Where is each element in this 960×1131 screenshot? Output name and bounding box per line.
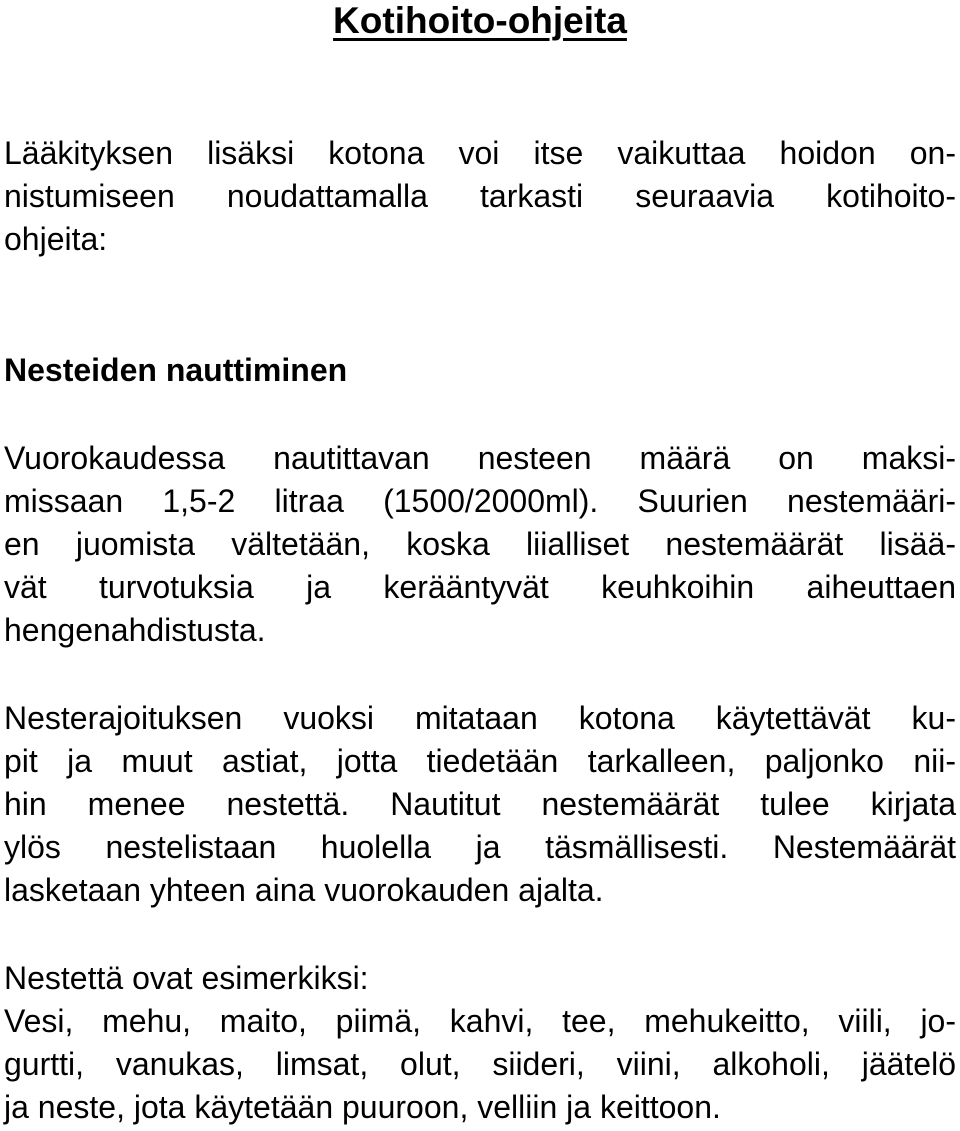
paragraph2-line-5: lasketaan yhteen aina vuorokauden ajalta. <box>4 872 604 908</box>
paragraph1-line-2: missaan 1,5-2 litraa (1500/2000ml). Suurien nestemääri- <box>4 483 956 519</box>
paragraph1-line-5: hengenahdistusta. <box>4 612 266 648</box>
paragraph1-line-4: vät turvotuksia ja kerääntyvät keuhkoihin aiheuttaen <box>4 569 956 605</box>
paragraph2-line-4: ylös nestelistaan huolella ja täsmällisesti. Nestemäärät <box>4 829 956 865</box>
paragraph2-line-3: hin menee nestettä. Nautitut nestemäärät tulee kirjata <box>4 786 956 822</box>
section-heading: Nesteiden nauttiminen <box>4 352 348 388</box>
examples-line-1: Vesi, mehu, maito, piimä, kahvi, tee, mehukeitto, viili, jo- <box>4 1003 956 1039</box>
paragraph2-line-1: Nesterajoituksen vuoksi mitataan kotona käytettävät ku- <box>4 700 956 736</box>
examples-line-2: gurtti, vanukas, limsat, olut, siideri, viini, alkoholi, jäätelö <box>4 1046 956 1082</box>
paragraph2-line-2: pit ja muut astiat, jotta tiedetään tarkalleen, paljonko nii- <box>4 743 956 779</box>
paragraph1-line-3: en juomista vältetään, koska liialliset nestemäärät lisää- <box>4 526 956 562</box>
paragraph1-line-1: Vuorokaudessa nautittavan nesteen määrä on maksi- <box>4 440 956 476</box>
intro-line-3: ohjeita: <box>4 221 108 257</box>
examples-line-3: ja neste, jota käytetään puuroon, velliin ja keittoon. <box>4 1089 721 1125</box>
page-title: Kotihoito-ohjeita <box>333 0 627 41</box>
intro-line-1: Lääkityksen lisäksi kotona voi itse vaikuttaa hoidon on- <box>4 135 956 171</box>
intro-line-2: nistumiseen noudattamalla tarkasti seuraavia kotihoito- <box>4 178 956 214</box>
examples-heading: Nestettä ovat esimerkiksi: <box>4 960 369 996</box>
